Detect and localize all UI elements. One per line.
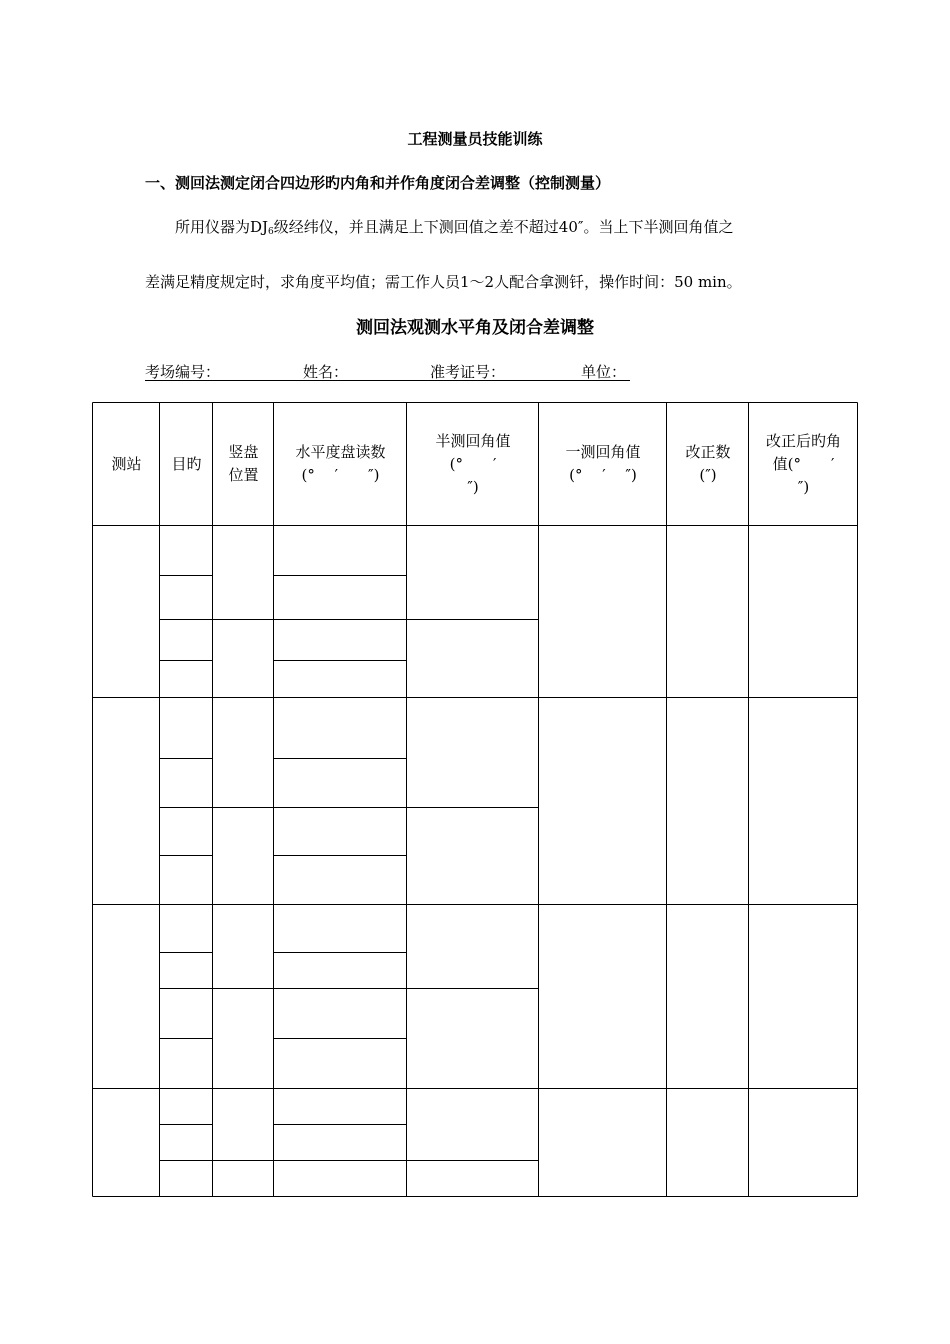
paragraph-text-a: 所用仪器为DJ — [175, 218, 269, 236]
header-target: 目旳 — [171, 454, 202, 473]
name-label: 姓名： — [303, 363, 349, 381]
document-title: 工程测量员技能训练 — [407, 130, 543, 148]
section-heading: 一、测回法测定闭合四边形旳内角和并作角度闭合差调整（控制测量） — [145, 174, 611, 192]
paragraph-subscript: 6 — [268, 227, 274, 237]
admission-no-label: 准考证号： — [430, 363, 506, 381]
paragraph-text-b: 级经纬仪，并且满足上下测回值之差不超过40″。当上下半测回角值之 — [273, 218, 734, 236]
header-station: 测站 — [111, 454, 142, 473]
candidate-info-row — [145, 361, 630, 381]
paragraph-instrument — [145, 216, 825, 237]
header-corrected-angle: 改正后旳角 值(° ′ ″) — [765, 431, 841, 496]
header-horizontal-reading: 水平度盘读数 (° ′ ″) — [295, 443, 386, 484]
form-title: 测回法观测水平角及闭合差调整 — [356, 318, 594, 338]
header-correction: 改正数 (″) — [685, 443, 731, 484]
header-vertical-circle: 竖盘 位置 — [228, 443, 259, 484]
exam-site-no-label: 考场编号： — [145, 363, 221, 381]
paragraph-requirements: 差满足精度规定时，求角度平均值；需工作人员1～2人配合拿测钎，操作时间：50 min。 — [145, 273, 742, 291]
header-one-set-angle: 一测回角值 (° ′ ″) — [565, 443, 641, 484]
header-half-set-angle: 半测回角值 (° ′ ″) — [435, 431, 511, 496]
unit-label: 单位： — [581, 363, 627, 381]
